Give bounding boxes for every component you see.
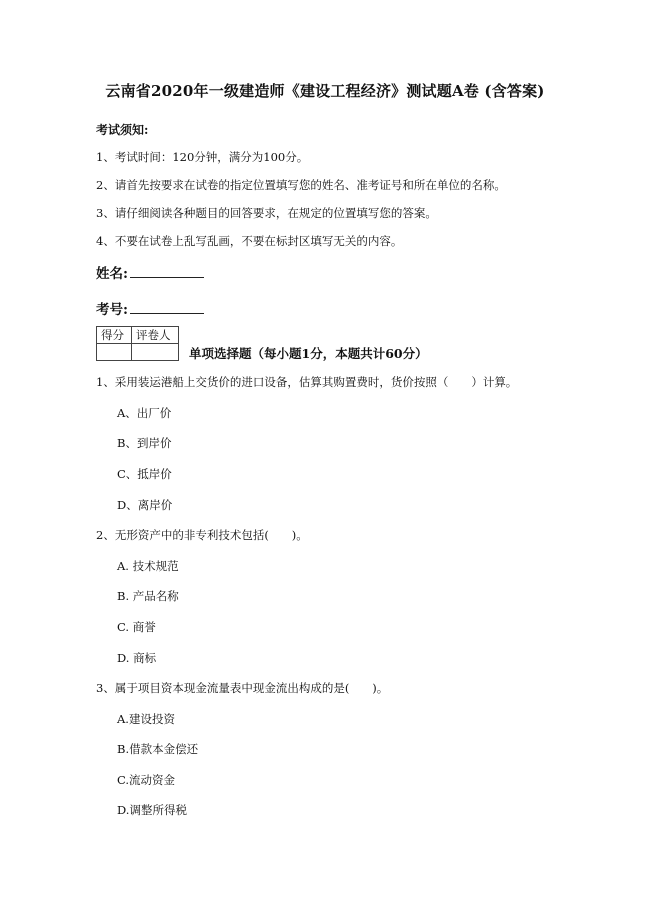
grader-header: 评卷人 xyxy=(132,327,179,344)
notice-item: 2、请首先按要求在试卷的指定位置填写您的姓名、准考证号和所在单位的名称。 xyxy=(96,178,506,192)
option-1a[interactable]: A、出厂价 xyxy=(117,406,172,420)
section-title: 单项选择题（每小题1分，本题共计60分） xyxy=(189,346,428,361)
option-2b[interactable]: B. 产品名称 xyxy=(117,589,179,603)
option-2d[interactable]: D. 商标 xyxy=(117,651,157,665)
notice-item: 4、不要在试卷上乱写乱画，不要在标封区填写无关的内容。 xyxy=(96,234,403,248)
option-1b[interactable]: B、到岸价 xyxy=(117,436,172,450)
option-3a[interactable]: A.建设投资 xyxy=(117,712,175,726)
question-2: 2、无形资产中的非专利技术包括( )。 xyxy=(96,528,308,542)
option-1c[interactable]: C、抵岸价 xyxy=(117,467,172,481)
page-title: 云南省2020年一级建造师《建设工程经济》测试题A卷 (含答案) xyxy=(105,82,545,100)
score-cell[interactable] xyxy=(97,344,132,361)
option-1d[interactable]: D、离岸价 xyxy=(117,498,173,512)
notice-item: 1、考试时间：120分钟，满分为100分。 xyxy=(96,150,309,164)
option-2a[interactable]: A. 技术规范 xyxy=(117,559,179,573)
grader-cell[interactable] xyxy=(132,344,179,361)
id-label: 考号: xyxy=(96,302,128,318)
score-header: 得分 xyxy=(97,327,132,344)
notice-heading: 考试须知: xyxy=(96,123,149,137)
question-1: 1、采用装运港船上交货价的进口设备，估算其购置费时，货价按照（ ）计算。 xyxy=(96,375,518,389)
id-field[interactable] xyxy=(96,298,204,318)
score-table xyxy=(96,326,179,361)
option-3c[interactable]: C.流动资金 xyxy=(117,773,176,787)
notice-item: 3、请仔细阅读各种题目的回答要求，在规定的位置填写您的答案。 xyxy=(96,206,437,220)
name-field[interactable] xyxy=(96,262,204,282)
option-2c[interactable]: C. 商誉 xyxy=(117,620,156,634)
option-3b[interactable]: B.借款本金偿还 xyxy=(117,742,199,756)
id-blank[interactable] xyxy=(130,300,204,314)
name-blank[interactable] xyxy=(130,264,204,278)
name-label: 姓名: xyxy=(96,266,128,282)
question-3: 3、属于项目资本现金流量表中现金流出构成的是( )。 xyxy=(96,681,389,695)
option-3d[interactable]: D.调整所得税 xyxy=(117,803,187,817)
